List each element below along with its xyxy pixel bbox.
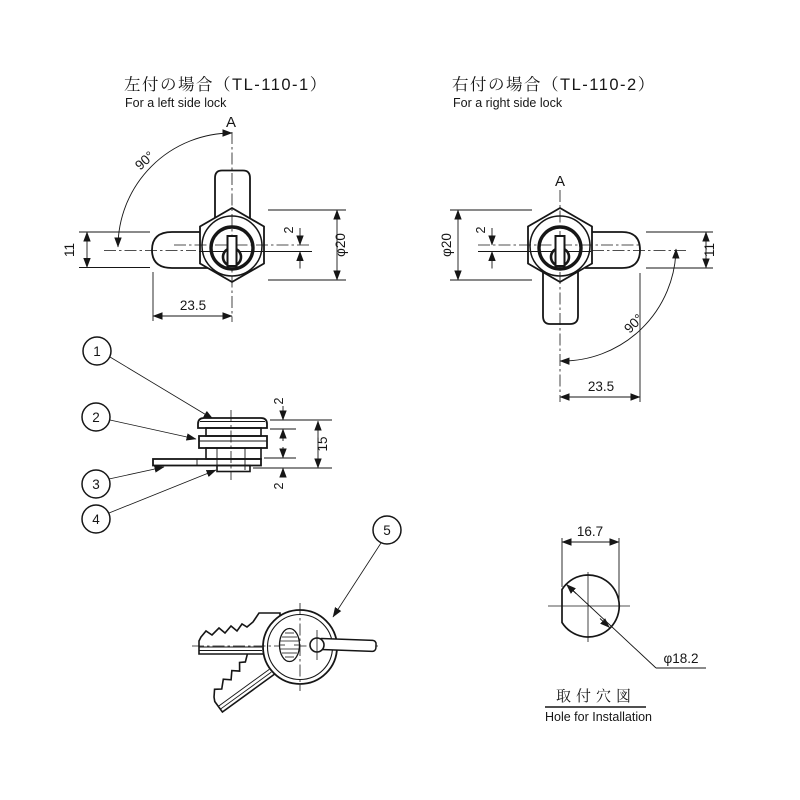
left-key-stem bbox=[228, 236, 237, 266]
left-offset-dim: 2 bbox=[282, 226, 296, 234]
callout-1-label: 1 bbox=[93, 344, 101, 359]
installation-hole-view bbox=[545, 524, 706, 724]
left-angle-label: 90° bbox=[132, 148, 158, 174]
right-offset-dim: 2 bbox=[474, 226, 488, 234]
body-length-dim: 15 bbox=[315, 436, 330, 452]
keys-view bbox=[192, 516, 401, 712]
right-arm-length-dim: 23.5 bbox=[587, 379, 615, 394]
callout-2-label: 2 bbox=[92, 410, 100, 425]
right-lock-view bbox=[439, 75, 717, 402]
callout-3-label: 3 bbox=[92, 477, 100, 492]
left-view-title-jp: 左付の場合（TL-110-1） bbox=[124, 76, 328, 94]
right-lock-cam-arm bbox=[585, 232, 640, 268]
key-ring-rod bbox=[318, 638, 376, 651]
left-diameter-dim: φ20 bbox=[333, 233, 348, 257]
left-view-title-en: For a left side lock bbox=[125, 96, 227, 110]
left-point-a-label: A bbox=[225, 114, 237, 131]
part-body bbox=[206, 448, 261, 459]
part-hex-nut-side bbox=[199, 436, 267, 448]
part-head-flange bbox=[198, 418, 267, 428]
callout-4-label: 4 bbox=[92, 512, 100, 527]
right-key-stem bbox=[556, 236, 565, 266]
right-view-title-jp: 右付の場合（TL-110-2） bbox=[452, 76, 656, 94]
right-angle-label: 90° bbox=[621, 311, 647, 337]
plate-thickness-dim: 2 bbox=[272, 482, 286, 490]
left-lock-view bbox=[62, 75, 348, 322]
left-arm-height-dim: 11 bbox=[62, 242, 77, 258]
flange-thickness-dim: 2 bbox=[272, 397, 286, 405]
right-view-title-en: For a right side lock bbox=[453, 96, 563, 110]
right-point-a-label: A bbox=[554, 173, 566, 190]
hole-caption-jp: 取付穴図 bbox=[555, 688, 637, 705]
right-arm-height-dim: 11 bbox=[702, 242, 717, 258]
hole-width-dim: 16.7 bbox=[576, 524, 604, 539]
hole-diameter-dim: φ18.2 bbox=[663, 651, 699, 666]
left-arm-length-dim: 23.5 bbox=[179, 298, 207, 313]
parts-side-view bbox=[82, 337, 332, 533]
callout-5-label: 5 bbox=[383, 523, 391, 538]
key-logo bbox=[280, 629, 300, 662]
right-diameter-dim: φ20 bbox=[439, 233, 454, 257]
hole-caption-en: Hole for Installation bbox=[545, 710, 653, 724]
part-neck bbox=[206, 428, 261, 436]
